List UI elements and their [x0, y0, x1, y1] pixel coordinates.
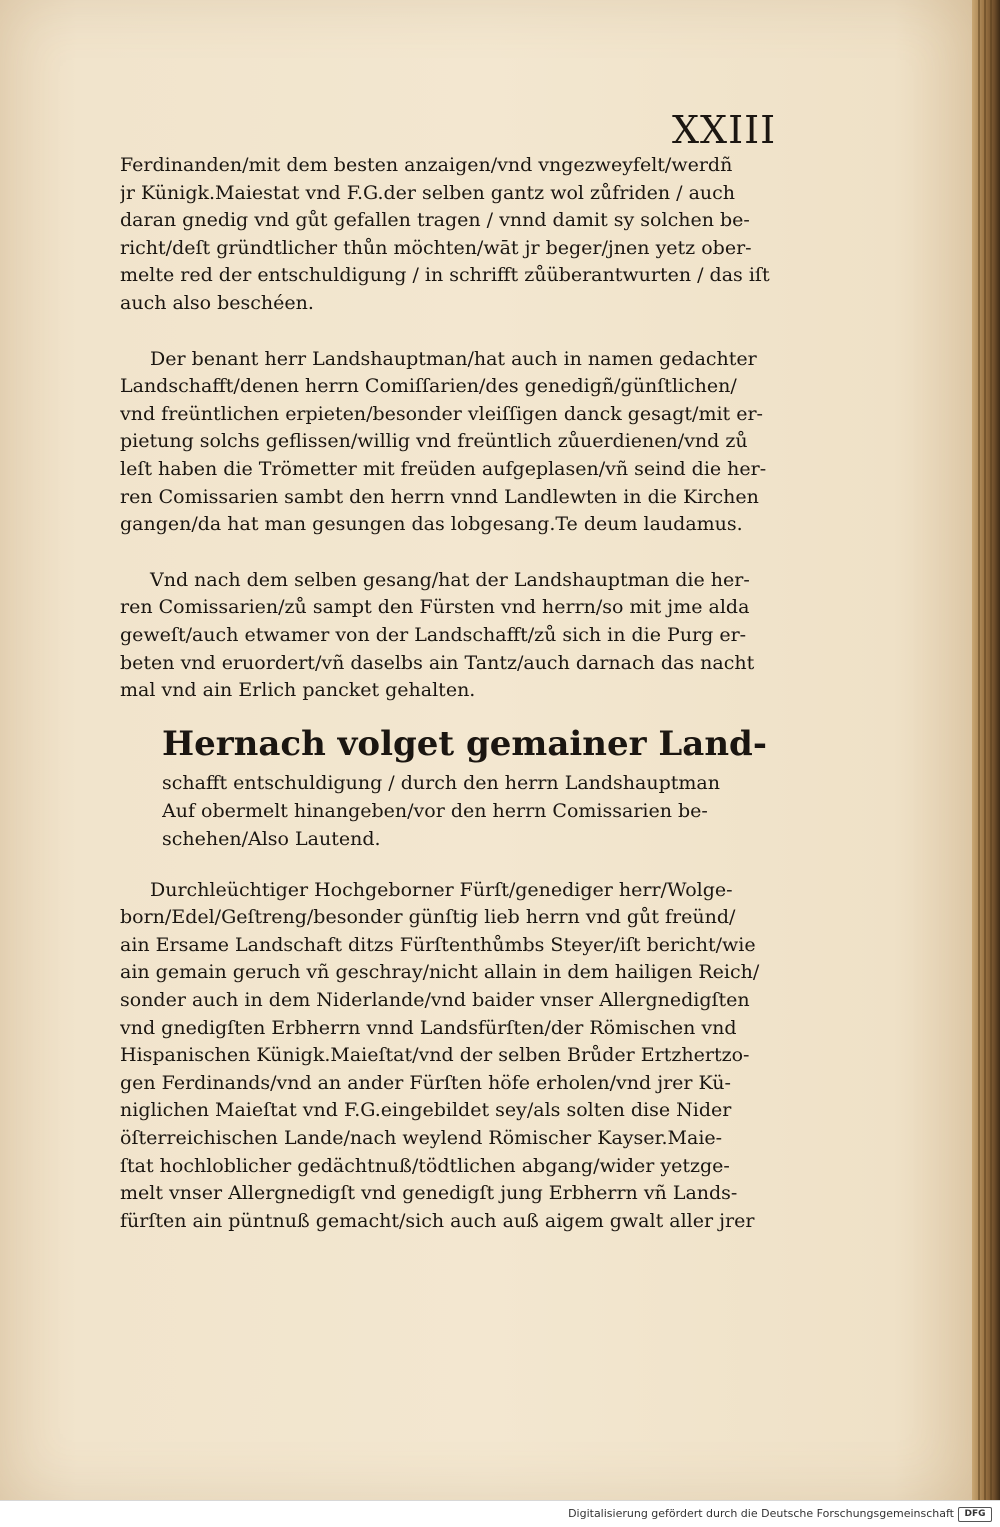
text-line: richt/deſt gründtlicher thůn möchten/wāt jr beger/jnen yetz ober- — [120, 236, 752, 259]
page-edge-line — [990, 0, 992, 1500]
text-line: Der benant herr Landshauptman/hat auch in namen gedachter — [150, 347, 757, 370]
funding-credit: Digitalisierung gefördert durch die Deutsche Forschungsgemeinschaft — [568, 1507, 954, 1520]
heading-line: schehen/Also Lautend. — [162, 827, 381, 850]
text-line: öſterreichischen Lande/nach weylend Römischer Kayser.Maie- — [120, 1127, 723, 1150]
page-edge-line — [978, 0, 980, 1500]
text-line: ſtat hochloblicher gedächtnuß/tödtlichen abgang/wider yetzge- — [120, 1154, 730, 1177]
text-line: fürſten ain püntnuß gemacht/sich auch auß aigem gwalt aller jrer — [120, 1209, 755, 1232]
text-line: melt vnser Allergnedigſt vnd genedigſt jung Erbherrn vñ Lands- — [120, 1182, 738, 1205]
text-line: leſt haben die Trömetter mit freüden aufgeplasen/vñ seind die her- — [120, 457, 767, 480]
digitization-footer — [0, 1500, 1000, 1527]
text-line: auch also beschéen. — [120, 291, 314, 314]
paragraph-gap — [120, 318, 790, 346]
text-line: ren Comissarien sambt den herrn vnnd Landlewten in die Kirchen — [120, 485, 759, 508]
text-line: sonder auch in dem Niderlande/vnd baider vnser Allergnedigſten — [120, 989, 750, 1012]
paragraph-2 — [120, 346, 790, 539]
text-line: ain Ersame Landschaft ditzs Fürſtenthůmbs Steyer/iſt bericht/wie — [120, 933, 756, 956]
text-line: beten vnd eruordert/vñ daselbs ain Tantz/auch darnach das nacht — [120, 651, 755, 674]
heading-line: Auf obermelt hinangeben/vor den herrn Comissarien be- — [162, 799, 708, 822]
text-line: ain gemain geruch vñ geschray/nicht allain in dem hailigen Reich/ — [120, 961, 760, 984]
text-line: gen Ferdinands/vnd an ander Fürſten höfe erholen/vnd jrer Kü- — [120, 1071, 731, 1094]
text-line: pietung solchs geflissen/willig vnd freüntlich zůuerdienen/vnd zů — [120, 430, 748, 453]
paragraph-1 — [120, 152, 790, 318]
folio-number: XXIII — [672, 108, 777, 152]
text-line: vnd gnedigſten Erbherrn vnnd Landsfürſten/der Römischen vnd — [120, 1016, 737, 1039]
paragraph-gap — [120, 539, 790, 567]
dfg-logo-icon: DFG — [958, 1507, 992, 1522]
text-line: melte red der entschuldigung / in schrifft zůüberantwurten / das iſt — [120, 264, 770, 287]
text-block — [120, 152, 790, 1235]
text-line: Hispanischen Künigk.Maieſtat/vnd der selben Brůder Ertzhertzo- — [120, 1044, 750, 1067]
page-edge-line — [984, 0, 986, 1500]
text-line: Landschafft/denen herrn Comiſſarien/des genedigñ/günſtlichen/ — [120, 375, 737, 398]
text-line: ren Comissarien/zů sampt den Fürsten vnd herrn/so mit jme alda — [120, 596, 750, 619]
text-line: geweſt/auch etwamer von der Landschafft/zů sich in die Purg er- — [120, 623, 747, 646]
text-line: gangen/da hat man gesungen das lobgesang.Te deum laudamus. — [120, 513, 743, 536]
text-line: Durchleüchtiger Hochgeborner Fürſt/genediger herr/Wolge- — [150, 878, 733, 901]
text-line: niglichen Maieſtat vnd F.G.eingebildet sey/als solten dise Nider — [120, 1099, 732, 1122]
section-heading — [162, 719, 790, 853]
text-line: daran gnedig vnd gůt gefallen tragen / vnnd damit sy solchen be- — [120, 209, 750, 232]
paragraph-3 — [120, 567, 790, 705]
text-line: born/Edel/Geſtreng/besonder günſtig lieb herrn vnd gůt freünd/ — [120, 906, 736, 929]
heading-title: Hernach volget gemainer Land- — [162, 723, 767, 764]
text-line: Ferdinanden/mit dem besten anzaigen/vnd vngezweyfelt/werdñ — [120, 154, 733, 176]
text-line: jr Künigk.Maiestat vnd F.G.der selben gantz wol zůfriden / auch — [120, 181, 736, 204]
paragraph-4 — [120, 877, 790, 1236]
text-line: mal vnd ain Erlich pancket gehalten. — [120, 679, 476, 702]
book-edge — [972, 0, 1000, 1500]
text-line: vnd freüntlichen erpieten/besonder vleiſſigen danck gesagt/mit er- — [120, 402, 763, 425]
paragraph-gap — [120, 853, 790, 877]
paragraph-gap — [120, 705, 790, 719]
text-line: Vnd nach dem selben gesang/hat der Landshauptman die her- — [150, 568, 750, 591]
heading-line: schafft entschuldigung / durch den herrn Landshauptman — [162, 771, 720, 794]
